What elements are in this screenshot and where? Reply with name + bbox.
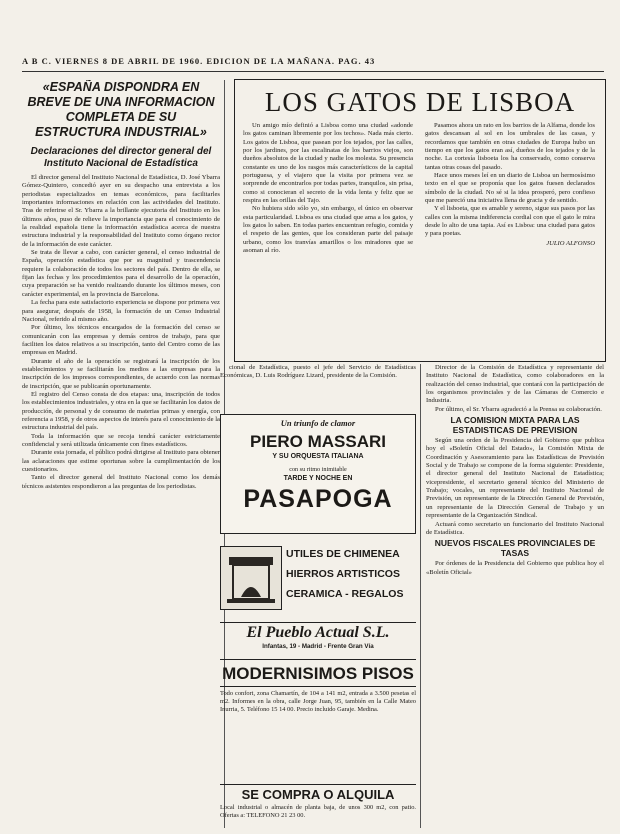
ad-artist-name: PIERO MASSARI (249, 432, 387, 451)
left-subheadline: Declaraciones del director general del Instituto Nacional de Estadística (30, 146, 212, 169)
left-headline: «ESPAÑA DISPONDRA EN BREVE DE UNA INFORMACION COMPLETA DE SU ESTRUCTURA INDUSTRIAL» (27, 80, 215, 139)
section-comision-body (426, 437, 604, 537)
gatos-title: LOS GATOS DE LISBOA (264, 87, 576, 117)
paragraph: El registro del Censo consta de dos etapas: una, inscripción de todos los establecimientos industriales, y otra en la que se facilitarán los datos de producción, de personal y de consumo de materias primas y energía, con referencia a 1958, y de otros aspectos de interés para el conocimiento de la estructura industrial del país. (22, 390, 220, 432)
paragraph: Actuará como secretario un funcionario del Instituto Nacional de Estadística. (426, 520, 604, 536)
middle-lower-body (220, 364, 416, 381)
paragraph: Durante esta jornada, el público podrá dirigirse al Instituto para obtener las aclaraciones que estime oportunas sobre la cumplimentación de los cuestionarios. (22, 449, 220, 474)
ad-triunfo-lead: Un triunfo de clamor (280, 418, 356, 428)
ad-venue-name: PASAPOGA (243, 485, 393, 513)
gatos-article-body (243, 122, 595, 357)
ad-band-name: Y SU ORQUESTA ITALIANA (272, 453, 364, 460)
ad-pisos-title: MODERNISIMOS PISOS (220, 664, 416, 687)
ad-chimenea (220, 546, 416, 616)
ad-times-text: TARDE Y NOCHE EN (283, 475, 353, 482)
paragraph: La fecha para este satisfactorio experiencia se dispone por primera vez para asegurar, después de 1958, la formación de un Censo Industrial Nacional, referido al mismo año. (22, 299, 220, 323)
paragraph: El director general del Instituto Nacional de Estadística, D. José Ybarra Gómez-Quintero, concedió ayer en su despacho una entrevista a los periodistas especializados en temas económicos, para facilitarles importantes informaciones en relación con las actividades del Instituto. Tras de referirse el Sr. Ybarra a la brillante ejecutoria del Instituto en los últimos años, puso de relieve la importancia que para el conocimiento de la realidad española tiene la información estadística acerca de nuestra estructura industrial y la responsabilidad del Instituto como órgano rector de la información de este carácter. (22, 174, 220, 248)
left-article (22, 80, 220, 830)
paragraph: Un amigo mío definió a Lisboa como una ciudad «adonde los gatos caminan libremente por los techos». Nada más cierto. Los gatos de Lisboa, que pasean por los tejados, por las calles, por los jardines, por las escalinatas de los barrios viejos, son dueños absolutos de la ciudad y nadie los molesta. Su presencia constante es uno de los rasgos más característicos de la capital portuguesa, y el viajero que la visita por primera vez se sorprende de encontrarlos por todas partes, tranquilos, sin prisa, como si conocieran el secreto de la vida lenta y feliz que se respira en las orillas del Tajo. (243, 122, 413, 205)
section-fiscales-head: NUEVOS FISCALES PROVINCIALES DE TASAS (434, 538, 596, 558)
ad-pueblo-name: El Pueblo Actual S.L. (246, 624, 390, 641)
ad-se-compra (220, 784, 416, 829)
paragraph: Durante el año de la operación se registrará la inscripción de los establecimientos y se facilitarán los medios a las empresas para la inscripción de los impresos correspondientes, de acuerdo con las normas de inscripción, que se publicarán oportunamente. (22, 357, 220, 390)
paragraph: Tanto el director general del Instituto Nacional como los demás técnicos asistentes respondieron a las preguntas de los periodistas. (22, 474, 220, 490)
header-rule (22, 71, 604, 72)
paragraph: Se trata de llevar a cabo, con carácter general, el censo industrial de España, operación estadística que por su magnitud y trascendencia requiere la colaboración de todos los sectores del país. Dentro de ella, se fijan las fechas y los procedimientos para el desarrollo de la operación, cuya preparación se ha venido realizando durante los últimos meses, con carácter experimental, en la provincia de Barcelona. (22, 249, 220, 298)
left-article-body (22, 174, 220, 491)
ad-success-text: con su ritmo inimitable (289, 466, 347, 473)
paragraph: Por órdenes de la Presidencia del Gobierno que publica hoy el «Boletín Oficial» (426, 560, 604, 576)
paragraph: Por último, el Sr. Ybarra agradeció a la Prensa su colaboración. (435, 405, 602, 413)
ad-modernisimos-pisos (220, 664, 416, 782)
paragraph: Director de la Comisión de Estadística y representante del Instituto Nacional de Estadística, como colaboradores en la realización del censo industrial, que contará con la participación de los organismos provinciales y de las Cámaras de Comercio e Industria. (426, 364, 604, 405)
right-lower-article (426, 364, 604, 830)
paragraph: Y el lisboeta, que es amable y sereno, sigue sus pasos por las calles con la misma indiferencia cordial con que el gato le mira desde lo alto de una tapia. Así es Lisboa: una ciudad para gatos y para poetas. (425, 205, 595, 238)
ad-piero-massari (220, 414, 416, 534)
ads-column (220, 414, 416, 828)
ad-pisos-body: Todo confort, zona Chamartín, de 104 a 141 m2, entrada a 3.500 pesetas el m2. Informes en la obra, calle Jorge Juan, 95, también en la Calle Mateo Inurria, 5. Teléfono 15 14 00. Precio incluido Garaje. Medina. (220, 690, 416, 714)
gatos-article-box (234, 79, 606, 362)
gatos-signature: JULIO ALFONSO (546, 239, 595, 247)
paragraph: No hubiera sido sólo yo, sin embargo, el único en observar esta particularidad. Lisboa es una ciudad que ama a los gatos, y los gatos lo saben. En todas partes encuentran refugio, comida y el respeto de las gentes, que los consideran parte del paisaje urbano, como los tranvías amarillos o los miradores que se asoman al río. (243, 205, 413, 255)
right-lower-body (426, 364, 604, 414)
header-text: A B C. VIERNES 8 DE ABRIL DE 1960. EDICION DE LA MAÑANA. PAG. 43 (22, 56, 376, 66)
fireplace-illustration-icon (220, 546, 282, 610)
paragraph: Hace unos meses leí en un diario de Lisboa un hermosísimo texto en el que se proponía que los gatos fuesen declarados símbolo de la ciudad. No sé si la idea prosperó, pero confieso que me pareció una iniciativa llena de gracia y de sentido. (425, 172, 595, 205)
ad-pueblo-actual (220, 622, 416, 660)
ad-pueblo-address: Infantas, 19 - Madrid - Frente Gran Vía (262, 643, 374, 650)
ad-chimenea-line-1: UTILES DE CHIMENEA (286, 548, 400, 560)
ad-chimenea-line-3: CERAMICA - REGALOS (286, 588, 404, 600)
ad-compra-body: Local industrial o almacén de planta baja, de unos 300 m2, con patio. Ofertas a: TELEFONO 21 23 00. (220, 804, 416, 819)
section-fiscales-body (426, 560, 604, 577)
paragraph: Pasamos ahora un rato en los barrios de la Alfama, donde los gatos descansan al sol en los umbrales de las casas, y recordamos que también en otras ciudades de Europa hubo un tiempo en que los gatos eran así, dueños de los tejados y de la noche. La cortesía lisboeta los ha conservado, como conserva tantas otras cosas del pasado. (425, 122, 595, 171)
page-header (22, 56, 604, 70)
ad-chimenea-line-2: HIERROS ARTISTICOS (286, 568, 400, 580)
column-divider-right (420, 364, 421, 828)
paragraph: Por último, los técnicos encargados de la formación del censo se comunicarán con las empresas y demás centros de trabajo, para que faciliten los datos relativos a su inscripción, tanto del Centro como de las empresas en Madrid. (22, 324, 220, 357)
middle-lower-text (220, 364, 416, 410)
ad-compra-title: SE COMPRA O ALQUILA (241, 787, 395, 802)
section-comision-head: LA COMISION MIXTA PARA LAS ESTADISTICAS DE PREVISION (450, 415, 580, 435)
paragraph: cional de Estadística, puesto el jefe del Servicio de Estadísticas Económicas, D. Luis Rodríguez Lizard, presidente de la Comisión. (220, 364, 416, 380)
paragraph: Según una orden de la Presidencia del Gobierno que publica hoy el «Boletín Oficial del Estado», la Comisión Mixta de Coordinación y Asesoramiento para las Estadísticas de Previsión Social y de Trabajo se compone de la forma siguiente: Presidente, el director general del Instituto Nacional de Estadística; vicepresidente, el secretario general técnico del Ministerio de Trabajo; vocales, un representante del Instituto Nacional de Previsión, un representante de la Dirección General de Previsión, un representante de la Dirección General de Trabajo y un representante de la Organización Sindical. (426, 437, 604, 520)
paragraph: Toda la información que se recoja tendrá carácter estrictamente confidencial y será utilizada únicamente con fines estadísticos. (22, 432, 220, 448)
